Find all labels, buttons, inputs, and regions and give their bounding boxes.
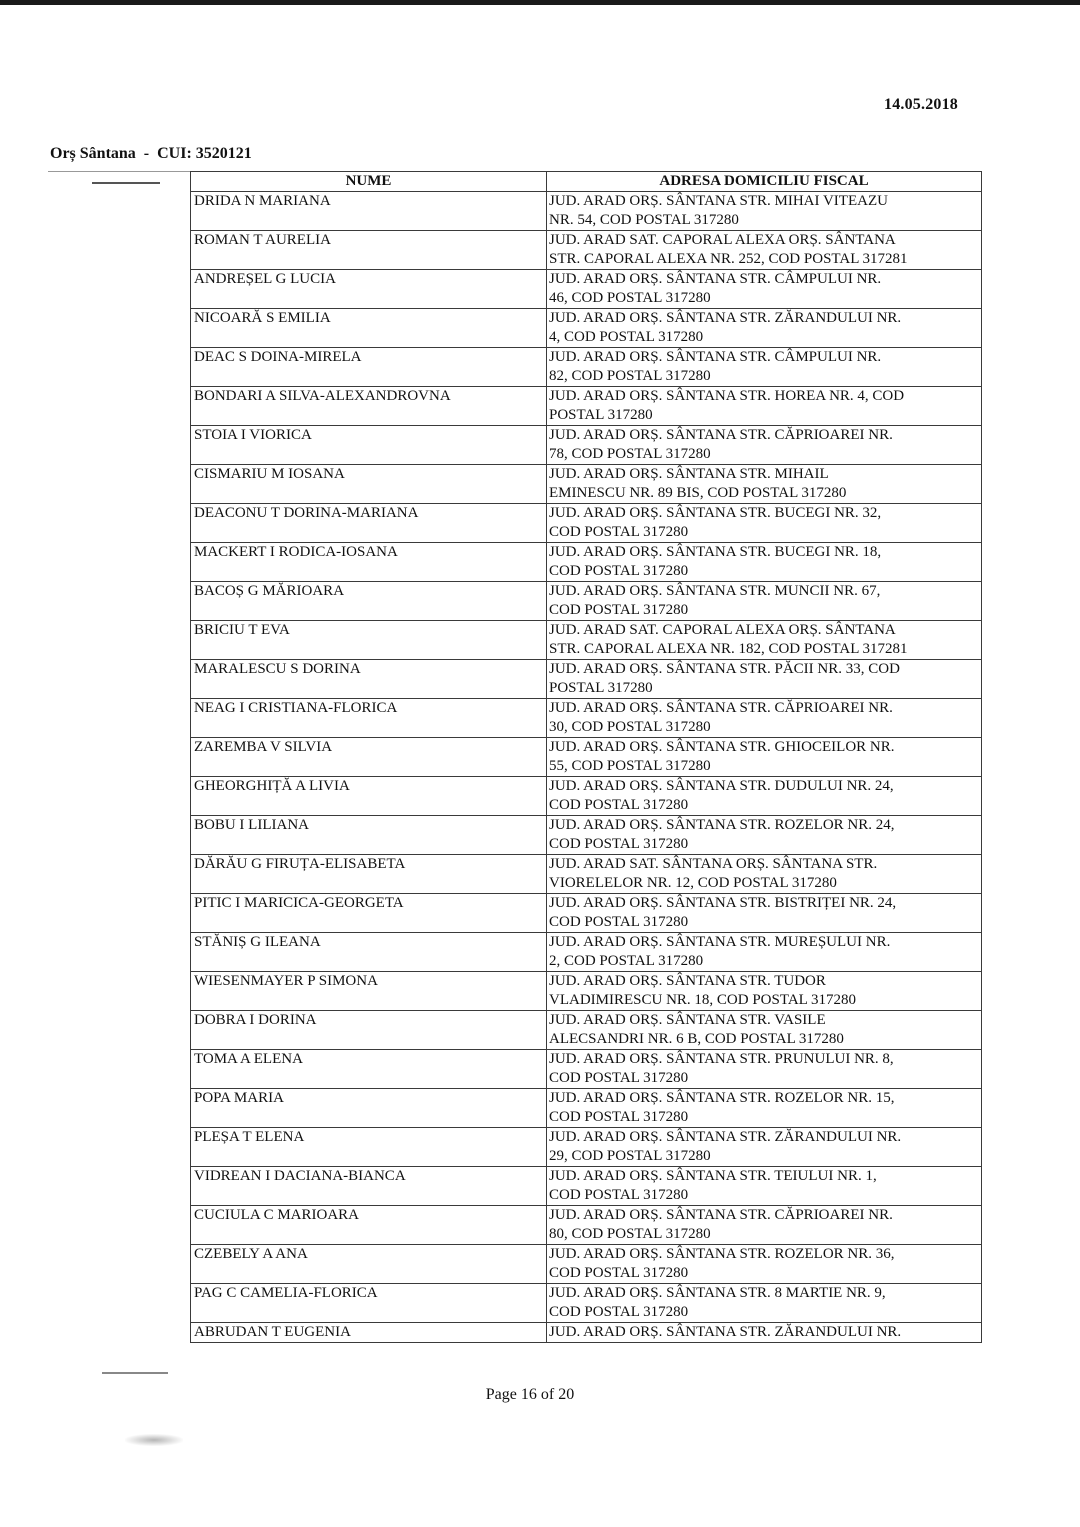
table-row [191, 1011, 982, 1050]
name-cell [191, 621, 547, 660]
address-cell [547, 894, 982, 933]
fiscal-address: JUD. ARAD ORȘ. SÂNTANA STR. CÂMPULUI NR. 46, COD POSTAL 317280 [549, 271, 882, 306]
fiscal-address: JUD. ARAD ORȘ. SÂNTANA STR. BUCEGI NR. 18, COD POSTAL 317280 [549, 544, 882, 579]
taxpayer-name: ANDREȘEL G LUCIA [194, 271, 336, 287]
table-row [191, 738, 982, 777]
taxpayer-name: CZEBELY A ANA [194, 1246, 308, 1262]
name-cell [191, 933, 547, 972]
name-cell [191, 1167, 547, 1206]
taxpayer-name: BONDARI A SILVA-ALEXANDROVNA [194, 388, 451, 404]
taxpayer-name: PAG C CAMELIA-FLORICA [194, 1285, 378, 1301]
address-cell [547, 1323, 982, 1343]
address-cell [547, 1011, 982, 1050]
name-cell [191, 231, 547, 270]
table-row [191, 504, 982, 543]
fiscal-address: JUD. ARAD ORȘ. SÂNTANA STR. TEIULUI NR. 1, COD POSTAL 317280 [549, 1168, 877, 1203]
table-row [191, 348, 982, 387]
taxpayer-name: TOMA A ELENA [194, 1051, 303, 1067]
fiscal-address: JUD. ARAD ORȘ. SÂNTANA STR. CÂMPULUI NR. 82, COD POSTAL 317280 [549, 349, 882, 384]
organization-header: Orș Sântana - CUI: 3520121 [50, 145, 252, 162]
name-cell [191, 582, 547, 621]
table-row [191, 309, 982, 348]
fiscal-address: JUD. ARAD ORȘ. SÂNTANA STR. GHIOCEILOR NR. 55, COD POSTAL 317280 [549, 739, 895, 774]
address-cell [547, 504, 982, 543]
name-cell [191, 465, 547, 504]
table-row [191, 660, 982, 699]
address-cell [547, 1128, 982, 1167]
fiscal-address: JUD. ARAD ORȘ. SÂNTANA STR. MIHAIL EMINESCU NR. 89 BIS, COD POSTAL 317280 [549, 466, 847, 501]
taxpayer-name: NICOARĂ S EMILIA [194, 310, 331, 326]
fiscal-address: JUD. ARAD ORȘ. SÂNTANA STR. VASILE ALECSANDRI NR. 6 B, COD POSTAL 317280 [549, 1012, 844, 1047]
taxpayer-name: DRIDA N MARIANA [194, 193, 331, 209]
address-cell [547, 855, 982, 894]
taxpayer-name: PLEȘA T ELENA [194, 1129, 305, 1145]
fiscal-address: JUD. ARAD ORȘ. SÂNTANA STR. BUCEGI NR. 32, COD POSTAL 317280 [549, 505, 882, 540]
taxpayer-name: BACOȘ G MĂRIOARA [194, 583, 345, 599]
fiscal-address: JUD. ARAD ORȘ. SÂNTANA STR. MIHAI VITEAZU NR. 54, COD POSTAL 317280 [549, 193, 888, 228]
name-cell [191, 1323, 547, 1343]
column-header-name: NUME [191, 172, 547, 192]
name-cell [191, 1206, 547, 1245]
fiscal-address: JUD. ARAD ORȘ. SÂNTANA STR. ROZELOR NR. 24, COD POSTAL 317280 [549, 817, 895, 852]
fiscal-address: JUD. ARAD ORȘ. SÂNTANA STR. MUREȘULUI NR. 2, COD POSTAL 317280 [549, 934, 891, 969]
address-cell [547, 582, 982, 621]
address-cell [547, 348, 982, 387]
fiscal-address: JUD. ARAD ORȘ. SÂNTANA STR. ZĂRANDULUI NR. 29, COD POSTAL 317280 [549, 1129, 902, 1164]
table-row [191, 894, 982, 933]
taxpayer-name: STOIA I VIORICA [194, 427, 312, 443]
address-cell [547, 426, 982, 465]
address-cell [547, 1284, 982, 1323]
name-cell [191, 1089, 547, 1128]
name-cell [191, 1011, 547, 1050]
fiscal-address: JUD. ARAD ORȘ. SÂNTANA STR. HOREA NR. 4, COD POSTAL 317280 [549, 388, 905, 423]
column-header-address: ADRESA DOMICILIU FISCAL [547, 172, 982, 192]
address-cell [547, 621, 982, 660]
taxpayer-name: DEAC S DOINA-MIRELA [194, 349, 362, 365]
taxpayer-name: DĂRĂU G FIRUȚA-ELISABETA [194, 856, 406, 872]
table-row [191, 465, 982, 504]
name-cell [191, 972, 547, 1011]
fiscal-address: JUD. ARAD ORȘ. SÂNTANA STR. 8 MARTIE NR. 9, COD POSTAL 317280 [549, 1285, 886, 1320]
table-row [191, 1050, 982, 1089]
address-cell [547, 465, 982, 504]
taxpayer-name: PITIC I MARICICA-GEORGETA [194, 895, 404, 911]
name-cell [191, 699, 547, 738]
margin-rule [48, 171, 190, 172]
name-cell [191, 192, 547, 231]
taxpayer-name: CISMARIU M IOSANA [194, 466, 345, 482]
name-cell [191, 777, 547, 816]
address-cell [547, 192, 982, 231]
table-row [191, 1323, 982, 1343]
fiscal-address: JUD. ARAD ORȘ. SÂNTANA STR. BISTRIȚEI NR. 24, COD POSTAL 317280 [549, 895, 897, 930]
fiscal-address: JUD. ARAD SAT. CAPORAL ALEXA ORȘ. SÂNTANA STR. CAPORAL ALEXA NR. 252, COD POSTAL 317281 [549, 232, 908, 267]
fiscal-address: JUD. ARAD ORȘ. SÂNTANA STR. PRUNULUI NR. 8, COD POSTAL 317280 [549, 1051, 894, 1086]
scan-top-border [0, 0, 1080, 5]
address-cell [547, 777, 982, 816]
table-row [191, 1128, 982, 1167]
taxpayer-name: BOBU I LILIANA [194, 817, 309, 833]
address-cell [547, 270, 982, 309]
name-cell [191, 1128, 547, 1167]
name-cell [191, 504, 547, 543]
table-row [191, 543, 982, 582]
address-cell [547, 1089, 982, 1128]
table-row [191, 777, 982, 816]
table-row [191, 699, 982, 738]
address-cell [547, 543, 982, 582]
taxpayer-table [190, 171, 982, 1343]
scan-mark [102, 1372, 168, 1374]
fiscal-address: JUD. ARAD ORȘ. SÂNTANA STR. ROZELOR NR. 36, COD POSTAL 317280 [549, 1246, 895, 1281]
table-body [191, 192, 982, 1343]
name-cell [191, 543, 547, 582]
taxpayer-name: WIESENMAYER P SIMONA [194, 973, 378, 989]
address-cell [547, 1167, 982, 1206]
table-row [191, 231, 982, 270]
name-cell [191, 426, 547, 465]
table-row [191, 816, 982, 855]
address-cell [547, 699, 982, 738]
address-cell [547, 1050, 982, 1089]
document-date: 14.05.2018 [884, 96, 958, 113]
table-row [191, 192, 982, 231]
scan-smudge [125, 1434, 183, 1446]
fiscal-address: JUD. ARAD ORȘ. SÂNTANA STR. ZĂRANDULUI NR. 4, COD POSTAL 317280 [549, 310, 902, 345]
taxpayer-name: ZAREMBA V SILVIA [194, 739, 333, 755]
taxpayer-name: GHEORGHIȚĂ A LIVIA [194, 778, 350, 794]
taxpayer-name: ROMAN T AURELIA [194, 232, 331, 248]
name-cell [191, 309, 547, 348]
taxpayer-name: CUCIULA C MARIOARA [194, 1207, 360, 1223]
table-row [191, 387, 982, 426]
fiscal-address: JUD. ARAD ORȘ. SÂNTANA STR. DUDULUI NR. 24, COD POSTAL 317280 [549, 778, 894, 813]
address-cell [547, 387, 982, 426]
taxpayer-name: VIDREAN I DACIANA-BIANCA [194, 1168, 406, 1184]
name-cell [191, 660, 547, 699]
table-row [191, 933, 982, 972]
page-number: Page 16 of 20 [485, 1386, 575, 1403]
taxpayer-name: MACKERT I RODICA-IOSANA [194, 544, 398, 560]
taxpayer-name: BRICIU T EVA [194, 622, 290, 638]
table-row [191, 426, 982, 465]
taxpayer-name: STĂNIȘ G ILEANA [194, 934, 321, 950]
table-row [191, 1089, 982, 1128]
fiscal-address: JUD. ARAD SAT. CAPORAL ALEXA ORȘ. SÂNTANA STR. CAPORAL ALEXA NR. 182, COD POSTAL 317281 [549, 622, 908, 657]
taxpayer-name: MARALESCU S DORINA [194, 661, 361, 677]
table-row [191, 621, 982, 660]
fiscal-address: JUD. ARAD ORȘ. SÂNTANA STR. CĂPRIOAREI NR. 80, COD POSTAL 317280 [549, 1207, 893, 1242]
name-cell [191, 1245, 547, 1284]
table-row [191, 582, 982, 621]
fiscal-address: JUD. ARAD ORȘ. SÂNTANA STR. TUDOR VLADIMIRESCU NR. 18, COD POSTAL 317280 [549, 973, 857, 1008]
taxpayer-name: DEACONU T DORINA-MARIANA [194, 505, 419, 521]
table-row [191, 1245, 982, 1284]
name-cell [191, 270, 547, 309]
table-row [191, 855, 982, 894]
fiscal-address: JUD. ARAD SAT. SÂNTANA ORȘ. SÂNTANA STR. VIORELELOR NR. 12, COD POSTAL 317280 [549, 856, 878, 891]
table-row [191, 1284, 982, 1323]
fiscal-address: JUD. ARAD ORȘ. SÂNTANA STR. CĂPRIOAREI NR. 78, COD POSTAL 317280 [549, 427, 893, 462]
address-cell [547, 972, 982, 1011]
scan-mark [92, 182, 160, 184]
name-cell [191, 348, 547, 387]
fiscal-address: JUD. ARAD ORȘ. SÂNTANA STR. ZĂRANDULUI NR. [549, 1324, 902, 1340]
name-cell [191, 1050, 547, 1089]
name-cell [191, 894, 547, 933]
address-cell [547, 1245, 982, 1284]
taxpayer-name: DOBRA I DORINA [194, 1012, 317, 1028]
taxpayer-name: ABRUDAN T EUGENIA [194, 1324, 351, 1340]
name-cell [191, 738, 547, 777]
fiscal-address: JUD. ARAD ORȘ. SÂNTANA STR. PĂCII NR. 33, COD POSTAL 317280 [549, 661, 900, 696]
table-row [191, 270, 982, 309]
address-cell [547, 1206, 982, 1245]
taxpayer-name: POPA MARIA [194, 1090, 284, 1106]
address-cell [547, 738, 982, 777]
address-cell [547, 309, 982, 348]
fiscal-address: JUD. ARAD ORȘ. SÂNTANA STR. CĂPRIOAREI NR. 30, COD POSTAL 317280 [549, 700, 893, 735]
taxpayer-name: NEAG I CRISTIANA-FLORICA [194, 700, 398, 716]
name-cell [191, 816, 547, 855]
address-cell [547, 816, 982, 855]
name-cell [191, 1284, 547, 1323]
table-header-row [191, 172, 982, 192]
address-cell [547, 231, 982, 270]
fiscal-address: JUD. ARAD ORȘ. SÂNTANA STR. ROZELOR NR. 15, COD POSTAL 317280 [549, 1090, 895, 1125]
table-row [191, 972, 982, 1011]
name-cell [191, 387, 547, 426]
table-row [191, 1206, 982, 1245]
table-row [191, 1167, 982, 1206]
name-cell [191, 855, 547, 894]
address-cell [547, 660, 982, 699]
fiscal-address: JUD. ARAD ORȘ. SÂNTANA STR. MUNCII NR. 67, COD POSTAL 317280 [549, 583, 881, 618]
address-cell [547, 933, 982, 972]
